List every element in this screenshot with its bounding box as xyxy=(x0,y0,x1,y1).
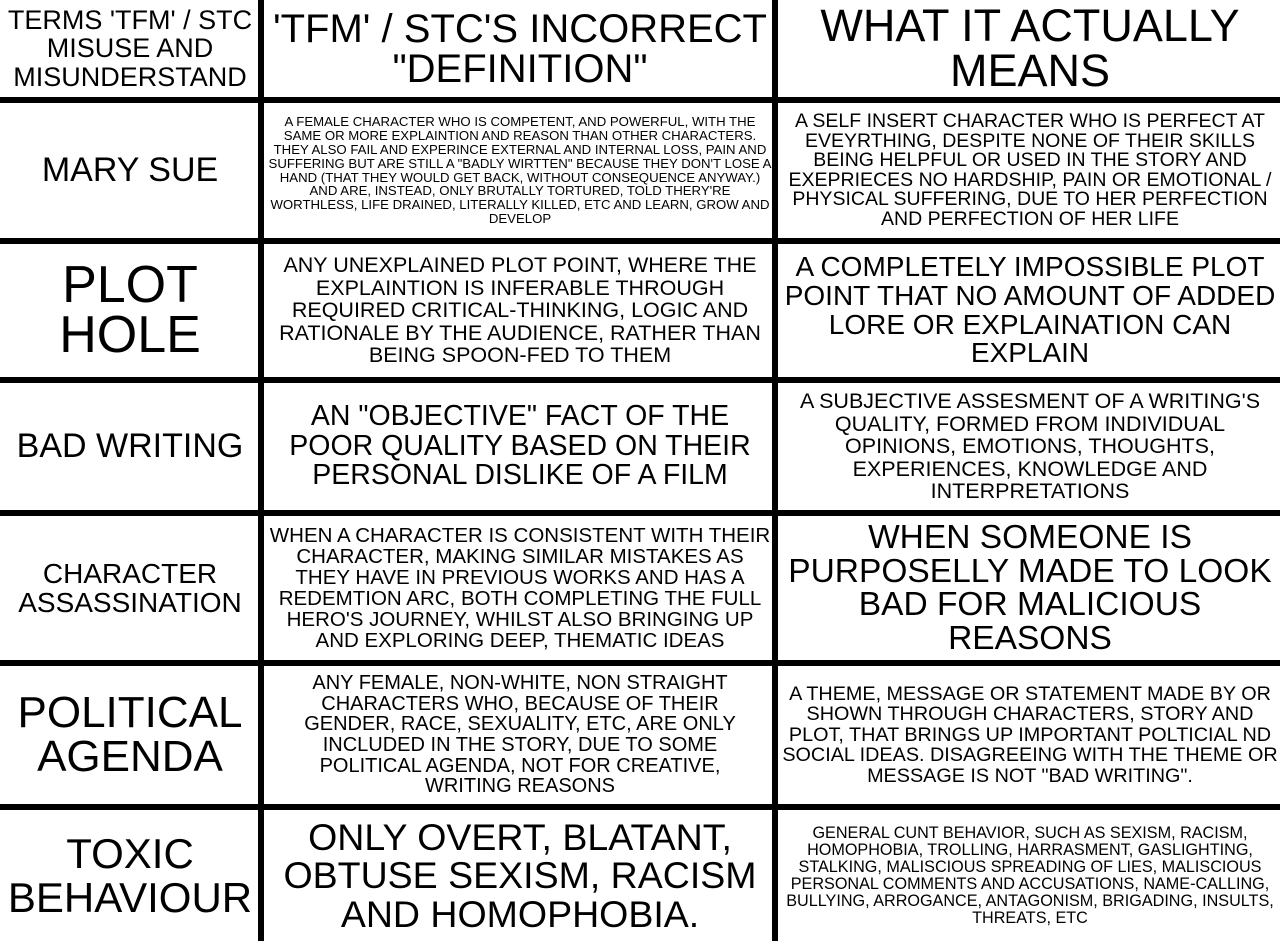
actual-mary-sue: A SELF INSERT CHARACTER WHO IS PERFECT AT EVEYRTHING, DESPITE NONE OF THEIR SKILLS BEING HELPFUL OR USED IN THE STORY AND EXEPRIECES NO HARDSHIP, PAIN OR EMOTIONAL / PHYSICAL SUFFERING, DUE TO HER PERFECTION AND PERFECTION OF HER LIFE xyxy=(788,110,1272,230)
header-terms: TERMS 'TFM' / STC MISUSE AND MISUNDERSTAND xyxy=(7,4,253,92)
incorrect-character-assassination: WHEN A CHARACTER IS CONSISTENT WITH THEIR CHARACTER, MAKING SIMILAR MISTAKES AS THEY HAVE IN PREVIOUS WORKS AND HAS A REDEMTION ARC, BOTH COMPLETING THE FULL HERO'S JOURNEY, WHILST ALSO BRINGING UP AND EXPLORING DEEP, THEMATIC IDEAS xyxy=(269,523,771,653)
incorrect-toxic-behaviour: ONLY OVERT, BLATANT, OBTUSE SEXISM, RACISM AND HOMOPHOBIA. xyxy=(283,816,757,935)
actual-bad-writing: A SUBJECTIVE ASSESMENT OF A WRITING'S QUALITY, FORMED FROM INDIVIDUAL OPINIONS, EMOTIONS, THOUGHTS, EXPERIENCES, KNOWLEDGE AND INTERPRETATIONS xyxy=(799,389,1261,504)
header-incorrect-definition: 'TFM' / STC'S INCORRECT "DEFINITION" xyxy=(272,6,767,91)
term-toxic-behaviour: TOXIC BEHAVIOUR xyxy=(7,830,253,921)
actual-political-agenda: A THEME, MESSAGE OR STATEMENT MADE BY OR SHOWN THROUGH CHARACTERS, STORY AND PLOT, THAT BRINGS UP IMPORTANT POLTICIAL ND SOCIAL IDEAS. DISAGREEING WITH THE THEME OR MESSAGE IS NOT "BAD WRITING". xyxy=(782,683,1278,787)
term-character-assassination: CHARACTER ASSASSINATION xyxy=(18,557,242,618)
incorrect-bad-writing: AN "OBJECTIVE" FACT OF THE POOR QUALITY BASED ON THEIR PERSONAL DISLIKE OF A FILM xyxy=(289,399,751,492)
header-actual-meaning: WHAT IT ACTUALLY MEANS xyxy=(820,0,1240,96)
term-plot-hole: PLOT HOLE xyxy=(59,256,201,364)
actual-character-assassination: WHEN SOMEONE IS PURPOSELLY MADE TO LOOK BAD FOR MALICIOUS REASONS xyxy=(788,519,1272,657)
incorrect-political-agenda: ANY FEMALE, NON-WHITE, NON STRAIGHT CHARACTERS WHO, BECAUSE OF THEIR GENDER, RACE, SEXUALITY, ETC, ARE ONLY INCLUDED IN THE STORY, DUE TO SOME POLITICAL AGENDA, NOT FOR CREATIVE, WRITING REASONS xyxy=(304,672,736,798)
term-mary-sue: MARY SUE xyxy=(41,151,219,190)
incorrect-mary-sue: A FEMALE CHARACTER WHO IS COMPETENT, AND POWERFUL, WITH THE SAME OR MORE EXPLAINTION AND REASON THAN OTHER CHARACTERS. THEY ALSO FAIL AND EXPERINCE EXTERNAL AND INTERNAL LOSS, PAIN AND SUFFERING BUT ARE STILL A "BADLY WIRTTEN" BECAUSE THEY DON'T LOSE A HAND (THAT THEY WOULD GET BACK, WITHOUT CONSEQUENCE ANYWAY.) AND ARE, INSTEAD, ONLY BRUTALLY TORTURED, TOLD THERY'RE WORTHLESS, LIFE DRAINED, LITERALLY KILLED, ETC AND LEARN, GROW AND DEVELOP xyxy=(268,114,772,227)
term-bad-writing: BAD WRITING xyxy=(16,427,244,466)
actual-plot-hole: A COMPLETELY IMPOSSIBLE PLOT POINT THAT NO AMOUNT OF ADDED LORE OR EXPLAINATION CAN EXPLAIN xyxy=(784,250,1276,369)
actual-toxic-behaviour: GENERAL CUNT BEHAVIOR, SUCH AS SEXISM, RACISM, HOMOPHOBIA, TROLLING, HARRASMENT, GASLIGHTING, STALKING, MALISCIOUS SPREADING OF LIES, MALISCIOUS PERSONAL COMMENTS AND ACCUSATIONS, NAME-CALLING, BULLYING, ARROGANCE, ANTAGONISM, BRIGADING, INSULTS, THREATS, ETC xyxy=(786,823,1274,927)
incorrect-plot-hole: ANY UNEXPLAINED PLOT POINT, WHERE THE EXPLAINTION IS INFERABLE THROUGH REQUIRED CRITICAL-THINKING, LOGIC AND RATIONALE BY THE AUDIENCE, RATHER THAN BEING SPOON-FED TO THEM xyxy=(279,253,761,368)
term-political-agenda: POLITICAL AGENDA xyxy=(17,688,243,781)
